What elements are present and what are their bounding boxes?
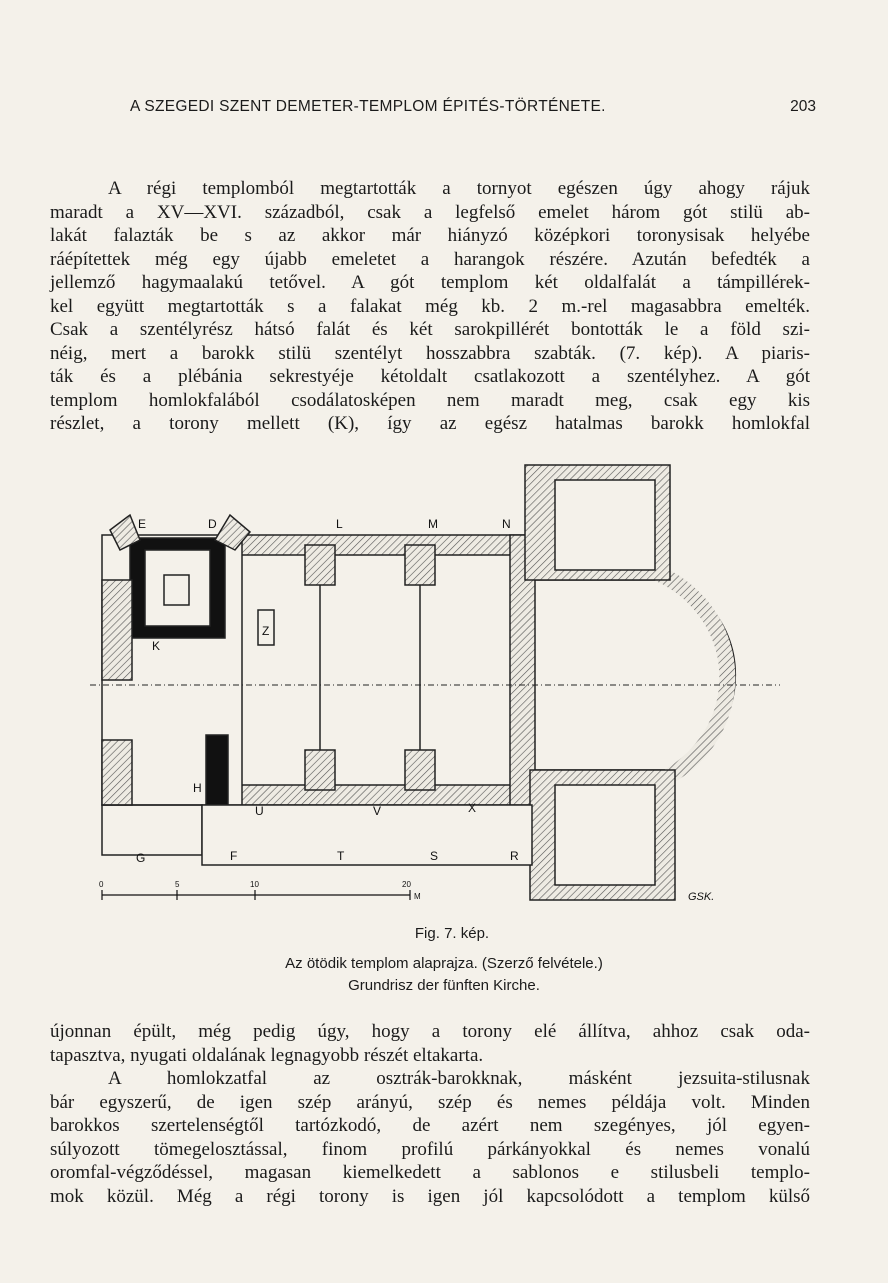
plan-label: M — [428, 517, 438, 531]
running-header — [130, 98, 816, 122]
text-line: oromfal-végződéssel, magasan kiemelkedett a sablonos e stilusbeli templo- — [50, 1162, 810, 1183]
figure-number: Fig. 7. kép. — [414, 925, 490, 942]
text-line: templom homlokfalából csodálatosképen nem maradt meg, csak egy kis — [50, 389, 810, 411]
figure-caption-hungarian: Az ötödik templom alaprajza. (Szerző felvétele.) — [285, 955, 603, 972]
plan-label: R — [510, 849, 519, 863]
plan-label: Z — [262, 624, 270, 638]
paragraph-1 — [50, 177, 810, 436]
running-title: A SZEGEDI SZENT DEMETER-TEMPLOM ÉPITÉS-TÖRTÉNETE. — [130, 98, 606, 115]
scale-label: 10 — [250, 880, 259, 889]
text-line: súlyozott tömegelosztással, finom profilú párkányokkal és nemes vonalú — [50, 1138, 810, 1160]
text-line: részlet, a torony mellett (K), így az egész hatalmas barokk homlokfal — [50, 413, 810, 434]
text-line: A régi templomból megtartották a tornyot egészen úgy ahogy rájuk — [108, 178, 810, 199]
page-number: 203 — [790, 98, 816, 115]
plan-label: S — [430, 849, 439, 863]
scale-label: 0 — [99, 880, 104, 889]
plan-signature: GSK. — [688, 891, 715, 903]
figure-caption-german: Grundrisz der fünften Kirche. — [348, 977, 540, 994]
plan-label: D — [208, 517, 217, 531]
plan-label: L — [336, 517, 343, 531]
scale-label: 20 — [402, 880, 411, 889]
text-line: újonnan épült, még pedig úgy, hogy a torony elé állítva, ahhoz csak oda- — [50, 1021, 810, 1042]
plan-label: U — [255, 804, 264, 818]
text-line: néig, mert a barokk stilü szentélyt hosszabbra szabták. (7. kép). A piaris- — [50, 342, 810, 364]
text-line: bár egyszerű, de igen szép arányú, szép és nemes példája volt. Minden — [50, 1091, 810, 1113]
text-line: lakát falazták be s az akkor már hiányzó középkori toronysisak helyébe — [50, 225, 810, 246]
text-line: kel együtt megtartották s a falakat még kb. 2 m.-rel magasabbra emelték. — [50, 295, 810, 317]
plan-label: F — [230, 849, 238, 863]
text-line: ráépítettek még egy újabb emeletet a harangok részére. Azután befedték a — [50, 248, 810, 270]
text-line: tapasztva, nyugati oldalának legnagyobb részét eltakarta. — [50, 1044, 484, 1066]
text-line: barokkos szertelenségtől tartózkodó, de azért nem szegényes, jól egyen- — [50, 1115, 810, 1136]
plan-label: K — [152, 639, 161, 653]
plan-label: H — [193, 781, 202, 795]
text-line: jellemző hagymaalakú tetővel. A gót templom két oldalfalát a támpillérek- — [50, 272, 810, 293]
plan-label: T — [337, 849, 345, 863]
plan-label: E — [138, 517, 147, 531]
plan-label: X — [468, 801, 477, 815]
text-line: ták és a plébánia sekrestyéje kétoldalt csatlakozott a szentélyhez. A gót — [50, 366, 810, 387]
text-line: mok közül. Még a régi torony is igen jól kapcsolódott a templom külső — [50, 1185, 810, 1207]
scale-label: 5 — [175, 880, 180, 889]
plan-label: N — [502, 517, 511, 531]
church-floor-plan — [90, 450, 790, 920]
text-line: maradt a XV—XVI. századból, csak a legfelső emelet három gót stilü ab- — [50, 201, 810, 223]
plan-label: G — [136, 851, 146, 865]
paragraph-2 — [50, 1020, 810, 1208]
scale-label: M — [414, 892, 421, 901]
plan-label: V — [373, 804, 382, 818]
text-line: A homlokzatfal az osztrák-barokknak, másként jezsuita-stilusnak — [108, 1068, 810, 1089]
text-line: Csak a szentélyrész hátsó falát és két sarokpillérét bontották le a föld szi- — [50, 319, 810, 340]
